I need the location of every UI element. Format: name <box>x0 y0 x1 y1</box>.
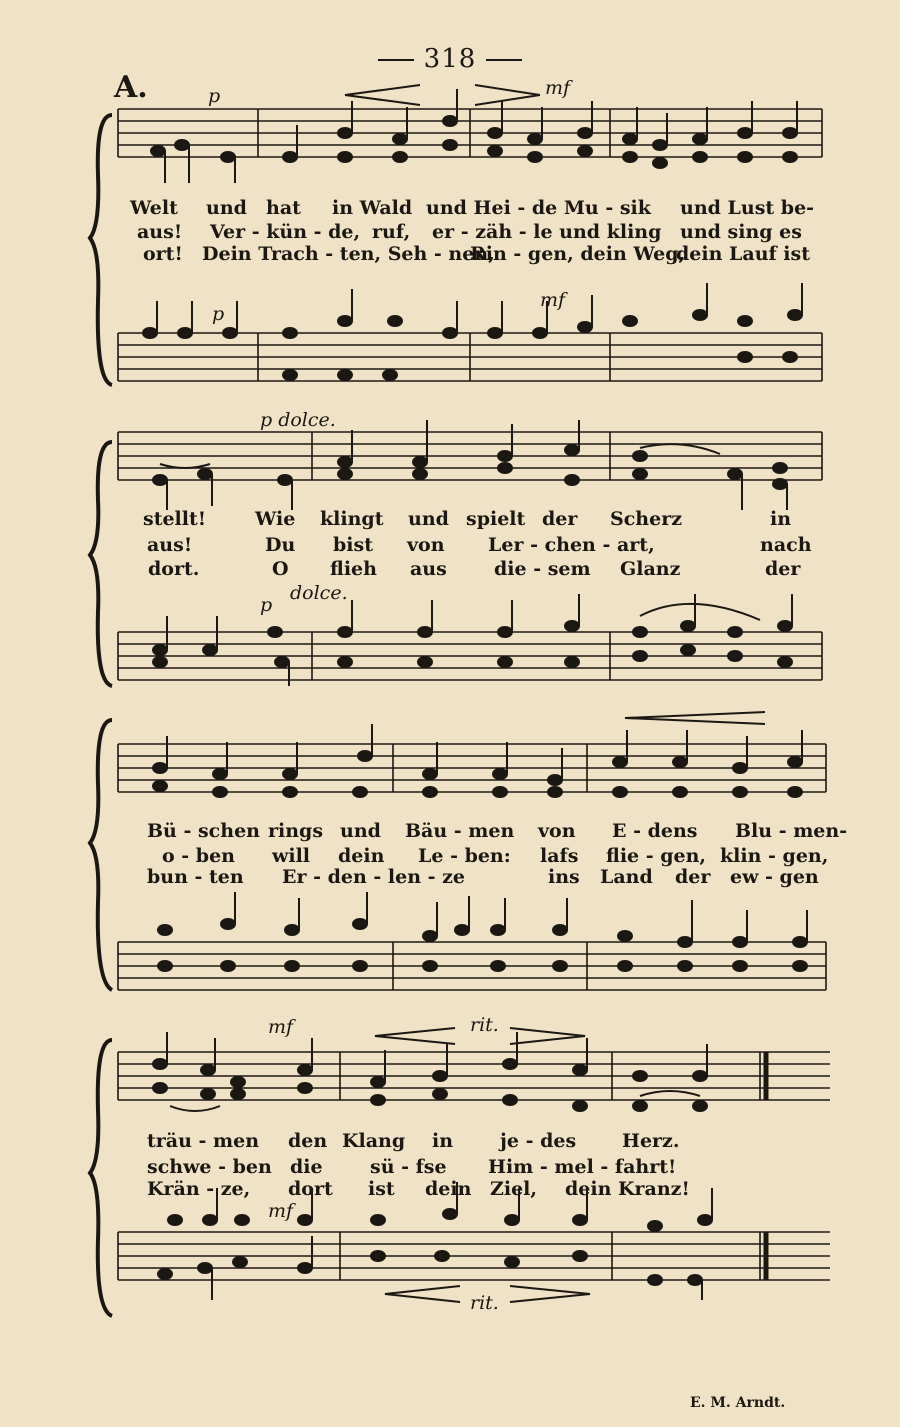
dynamic-mark: p <box>208 85 221 107</box>
music-system-4 <box>0 1010 900 1395</box>
lyric-word: Er - den - len - ze <box>282 866 466 888</box>
lyric-word: Welt <box>130 197 178 219</box>
lyric-word: und <box>408 508 449 530</box>
lyric-word: von <box>538 820 576 842</box>
lyric-word: hat <box>266 197 301 219</box>
dynamic-mark: rit. <box>470 1292 499 1314</box>
dynamic-mark: p <box>260 594 273 616</box>
lyric-word: Him - mel - fahrt! <box>488 1156 677 1178</box>
lyric-word: und sing es <box>680 221 802 243</box>
lyric-word: Dein Trach - ten, Seh - nen, <box>202 243 495 265</box>
lyric-word: stellt! <box>143 508 207 530</box>
lyric-word: Land <box>600 866 653 888</box>
lyric-word: und <box>206 197 247 219</box>
dash-left <box>378 59 414 61</box>
lyric-word: Ler - chen - art, <box>488 534 655 556</box>
lyric-line-2 <box>0 534 900 556</box>
lyric-word: je - des <box>500 1130 577 1152</box>
dash-right <box>486 59 522 61</box>
lyric-line-3 <box>0 1178 900 1200</box>
lyric-line-3 <box>0 866 900 888</box>
lyric-word: aus! <box>137 221 183 243</box>
author-credit: E. M. Arndt. <box>690 1395 786 1411</box>
dynamic-mark: dolce. <box>290 582 348 604</box>
dynamic-mark: mf <box>540 289 566 311</box>
staff-system-4-graphics <box>0 1010 900 1395</box>
lyric-word: Wie <box>255 508 296 530</box>
lyric-word: klin - gen, <box>720 845 829 867</box>
lyric-line-3 <box>0 558 900 580</box>
lyric-word: dort. <box>148 558 200 580</box>
lyric-word: die <box>290 1156 323 1178</box>
dynamic-mark: p dolce. <box>260 409 336 431</box>
lyric-word: Bäu - men <box>405 820 515 842</box>
lyric-word: ruf, <box>372 221 411 243</box>
lyric-word: in Wald <box>332 197 413 219</box>
lyric-word: rings <box>268 820 324 842</box>
lyric-word: die - sem <box>494 558 591 580</box>
lyric-word: dein Kranz! <box>565 1178 690 1200</box>
lyric-word: den <box>288 1130 328 1152</box>
lyric-word: dort <box>288 1178 333 1200</box>
lyric-word: und Lust be- <box>680 197 815 219</box>
lyric-word: er - zäh - le und kling <box>432 221 662 243</box>
lyric-line-1 <box>0 820 900 842</box>
lyric-line-3 <box>0 243 900 265</box>
lyric-word: Blu - men- <box>735 820 848 842</box>
lyric-word: Scherz <box>610 508 682 530</box>
lyric-line-1 <box>0 197 900 219</box>
lyric-word: O <box>272 558 289 580</box>
lyric-word: lafs <box>540 845 579 867</box>
lyric-word: klingt <box>320 508 384 530</box>
lyric-word: Du <box>265 534 296 556</box>
lyric-word: spielt <box>466 508 526 530</box>
lyric-word: Klang <box>342 1130 406 1152</box>
lyric-word: schwe - ben <box>147 1156 272 1178</box>
dynamic-mark: p <box>212 303 225 325</box>
lyric-word: Krän - ze, <box>147 1178 251 1200</box>
dynamic-mark: mf <box>545 77 571 99</box>
lyric-word: aus <box>410 558 447 580</box>
lyric-word: flie - gen, <box>606 845 707 867</box>
lyric-word: ist <box>368 1178 395 1200</box>
dynamic-mark: mf <box>268 1200 294 1222</box>
lyric-word: o - ben <box>162 845 235 867</box>
lyric-word: in <box>770 508 792 530</box>
lyric-word: in <box>432 1130 454 1152</box>
lyric-word: träu - men <box>147 1130 260 1152</box>
lyric-word: der <box>765 558 801 580</box>
lyric-word: und Hei - de Mu - sik <box>426 197 651 219</box>
lyric-word: ins <box>548 866 580 888</box>
lyric-word: will <box>272 845 311 867</box>
section-label: A. <box>114 70 148 105</box>
lyric-word: von <box>407 534 445 556</box>
lyric-word: bun - ten <box>147 866 244 888</box>
lyric-line-2 <box>0 221 900 243</box>
lyric-line-1 <box>0 1130 900 1152</box>
lyric-word: Bü - schen <box>147 820 260 842</box>
lyric-line-2 <box>0 1156 900 1178</box>
lyric-word: dein <box>425 1178 472 1200</box>
music-system-2 <box>0 420 900 695</box>
page-number-text: 318 <box>423 44 477 74</box>
lyric-word: aus! <box>147 534 193 556</box>
lyric-word: dein Lauf ist <box>676 243 810 265</box>
lyric-word: Herz. <box>622 1130 680 1152</box>
lyric-word: flieh <box>330 558 377 580</box>
lyric-word: dein <box>338 845 385 867</box>
dynamic-mark: rit. <box>470 1014 499 1036</box>
lyric-word: bist <box>333 534 373 556</box>
lyric-word: Le - ben: <box>418 845 511 867</box>
lyric-word: ort! <box>143 243 183 265</box>
lyric-word: Ver - kün - de, <box>210 221 361 243</box>
lyric-word: Glanz <box>620 558 681 580</box>
lyric-word: ew - gen <box>730 866 819 888</box>
dynamic-mark: mf <box>268 1016 294 1038</box>
lyric-word: der <box>542 508 578 530</box>
lyric-word: nach <box>760 534 812 556</box>
lyric-line-1 <box>0 508 900 530</box>
lyric-word: E - dens <box>612 820 698 842</box>
music-system-1 <box>0 75 900 431</box>
lyric-line-2 <box>0 845 900 867</box>
lyric-word: Ziel, <box>490 1178 538 1200</box>
lyric-word: sü - fse <box>370 1156 447 1178</box>
lyric-word: der <box>675 866 711 888</box>
lyric-word: Rin - gen, dein Weg, <box>470 243 686 265</box>
lyric-word: und <box>340 820 381 842</box>
music-system-3 <box>0 700 900 1000</box>
